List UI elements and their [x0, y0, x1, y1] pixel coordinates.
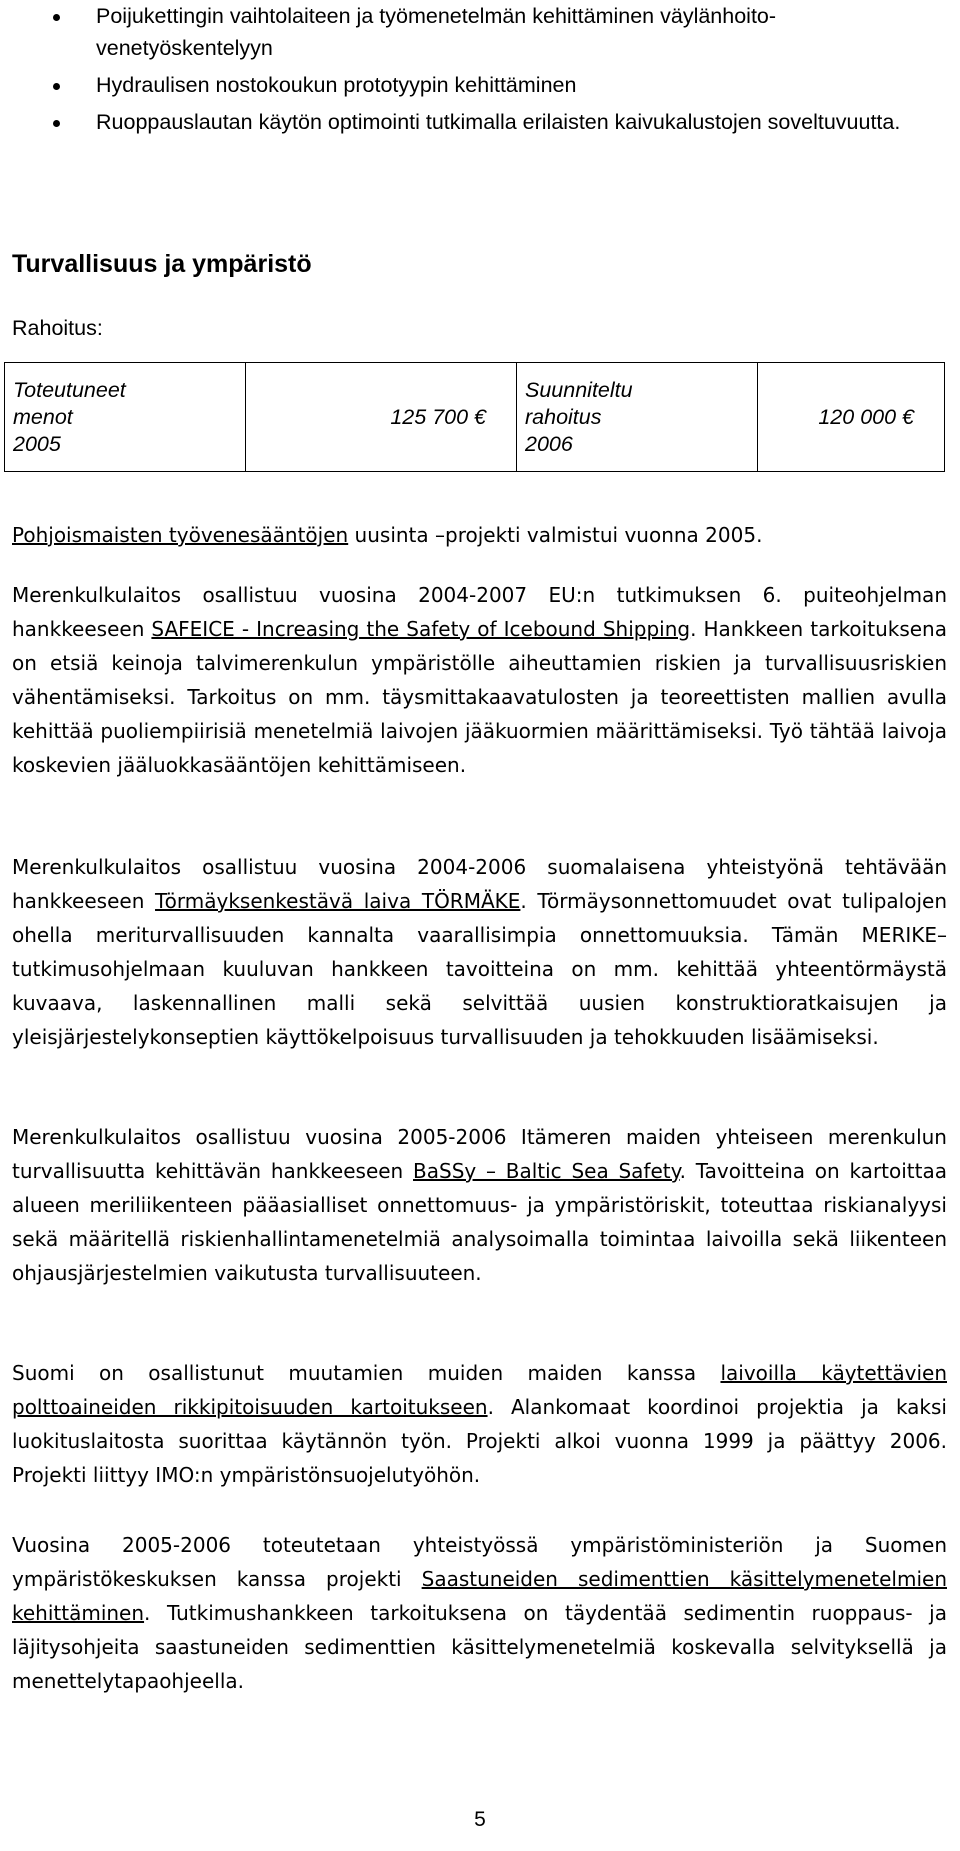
paragraph-bassy: Merenkulkulaitos osallistuu vuosina 2005-2006 Itämeren maiden yhteiseen merenkulun turvallisuutta kehittävän hankkeeseen BaSSy – Baltic Sea Safety. Tavoitteina on kartoittaa alueen meriliikenteen pääasialliset onnettomuus- ja ympäristöriskit, toteuttaa riskianalyysi sekä määritellä riskienhallintamenetelmiä analysoimalla toimintaa laivoilla sekä liikenteen ohjausjärjestelmien vaikutusta turvallisuuteen.	[12, 1125, 947, 1285]
planned-funding-value: 120 000 €	[758, 363, 945, 472]
bullet-icon	[53, 14, 60, 21]
funding-label: Rahoitus:	[12, 316, 103, 340]
actual-costs-value: 125 700 €	[246, 363, 517, 472]
paragraph-tormake: Merenkulkulaitos osallistuu vuosina 2004-2006 suomalaisena yhteistyönä tehtävään hankkeeseen Törmäyksenkestävä laiva TÖRMÄKE. Törmäysonnettomuudet ovat tulipalojen ohella meriturvallisuuden kannalta vaarallisimpia onnettomuuksia. Tämän MERIKE–tutkimusohjelmaan kuuluvan hankkeen tavoitteina on mm. kehittää yhteentörmäystä kuvaava, laskennallinen malli sekä selvittää uusien konstruktioratkaisujen ja yleisjärjestelykonseptien käyttökelpoisuus turvallisuuden ja tehokkuuden lisäämiseksi.	[12, 855, 947, 1049]
sulphur-survey-link[interactable]: laivoilla käytettävien polttoaineiden rikkipitoisuuden kartoitukseen	[12, 1361, 947, 1419]
sediments-link[interactable]: Saastuneiden sedimenttien käsittelymenetelmien kehittäminen	[12, 1567, 947, 1625]
paragraph-sulphur-survey: Suomi on osallistunut muutamien muiden maiden kanssa laivoilla käytettävien polttoaineiden rikkipitoisuuden kartoitukseen. Alankomaat koordinoi projektia ja kaksi luokituslaitosta suorittaa käytännön työn. Projekti alkoi vuonna 1999 ja päättyy 2006. Projekti liittyy IMO:n ympäristönsuojelutyöhön.	[12, 1361, 947, 1487]
paragraph-safeice: Merenkulkulaitos osallistuu vuosina 2004-2007 EU:n tutkimuksen 6. puiteohjelman hankkeeseen SAFEICE - Increasing the Safety of Icebound Shipping. Hankkeen tarkoituksena on etsiä keinoja talvimerenkulun ympäristölle aiheuttamien riskien ja turvallisuusriskien vähentämiseksi. Tarkoitus on mm. täysmittakaavatulosten ja teoreettisten mallien avulla kehittää puoliempiirisiä menetelmiä laivojen jääkuormien määrittämiseksi. Työ tähtää laivoja koskevien jääluokkasääntöjen kehittämiseen.	[12, 583, 947, 777]
list-item: Ruoppauslautan käytön optimointi tutkimalla erilaisten kaivukalustojen soveltuvuutta.	[0, 106, 960, 138]
page-number: 5	[474, 1808, 486, 1831]
bullet-icon	[53, 120, 60, 127]
safeice-link[interactable]: SAFEICE - Increasing the Safety of Icebound Shipping	[151, 617, 691, 641]
funding-table	[4, 362, 945, 472]
paragraph-nordic-rules: Pohjoismaisten työvenesääntöjen uusinta –projekti valmistui vuonna 2005.	[12, 523, 763, 547]
list-item: Poijukettingin vaihtolaiteen ja työmenetelmän kehittäminen väylänhoito-venetyöskentelyyn	[0, 0, 960, 64]
bullet-icon	[53, 83, 60, 90]
actual-costs-label: Toteutuneet menot 2005	[5, 363, 246, 472]
planned-funding-label: Suunniteltu rahoitus 2006	[517, 363, 758, 472]
section-heading: Turvallisuus ja ympäristö	[12, 250, 312, 278]
nordic-rules-link[interactable]: Pohjoismaisten työvenesääntöjen	[12, 523, 349, 547]
paragraph-sediments: Vuosina 2005-2006 toteutetaan yhteistyössä ympäristöministeriön ja Suomen ympäristökeskuksen kanssa projekti Saastuneiden sedimenttien käsittelymenetelmien kehittäminen. Tutkimushankkeen tarkoituksena on täydentää sedimentin ruoppaus- ja läjitysohjeita saastuneiden sedimenttien käsittelymenetelmiä koskevalla selvityksellä ja menettelytapaohjeella.	[12, 1533, 947, 1693]
bullet-list	[0, 0, 960, 143]
tormake-link[interactable]: Törmäyksenkestävä laiva TÖRMÄKE	[155, 889, 521, 913]
bassy-link[interactable]: BaSSy – Baltic Sea Safety	[413, 1159, 680, 1183]
list-item: Hydraulisen nostokoukun prototyypin kehittäminen	[0, 69, 960, 101]
